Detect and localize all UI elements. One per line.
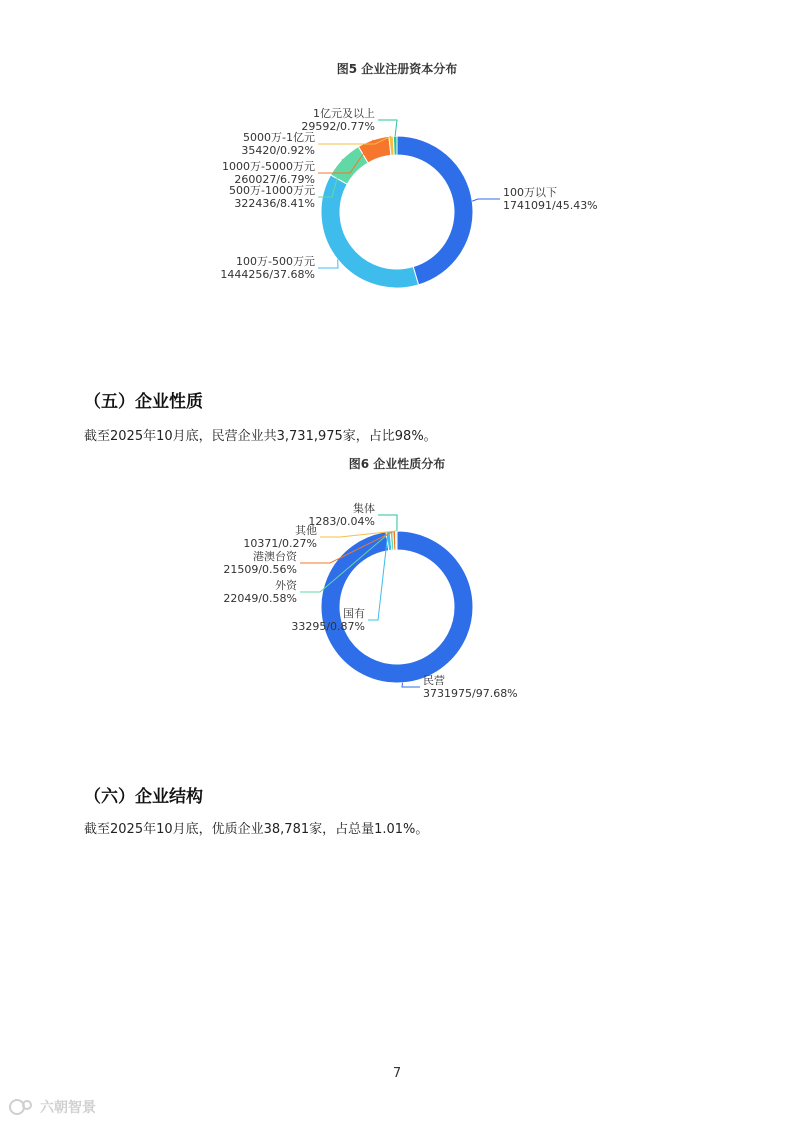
section6-paragraph: 截至2025年10月底，优质企业38,781家，占总量1.01%。 bbox=[84, 822, 429, 837]
fig6-label-value-3: 21509/0.56% bbox=[223, 563, 297, 576]
fig5-leader-1 bbox=[318, 259, 338, 268]
fig6-leader-0 bbox=[402, 683, 420, 687]
fig5-slice-5 bbox=[393, 136, 397, 155]
fig5-label-value-3: 260027/6.79% bbox=[234, 173, 315, 186]
fig6-label-name-1: 国有 bbox=[343, 607, 365, 620]
fig5-leader-5 bbox=[378, 120, 397, 136]
fig5-label-value-1: 1444256/37.68% bbox=[220, 268, 315, 281]
fig5-leader-0 bbox=[472, 199, 500, 201]
fig5-label-name-5: 1亿元及以上 bbox=[313, 107, 375, 120]
section5-paragraph: 截至2025年10月底，民营企业共3,731,975家，占比98%。 bbox=[84, 429, 437, 444]
fig5-label-name-0: 100万以下 bbox=[503, 186, 557, 199]
figure6-title: 图6 企业性质分布 bbox=[348, 457, 446, 471]
fig5-label-value-0: 1741091/45.43% bbox=[503, 199, 598, 212]
fig5-label-value-4: 35420/0.92% bbox=[241, 144, 315, 157]
fig6-label-name-4: 其他 bbox=[295, 524, 317, 537]
brand-logo-icon bbox=[8, 1098, 36, 1116]
fig5-label-value-5: 29592/0.77% bbox=[301, 120, 375, 133]
fig6-label-name-5: 集体 bbox=[353, 502, 375, 515]
fig5-label-value-2: 322436/8.41% bbox=[234, 197, 315, 210]
fig6-label-value-4: 10371/0.27% bbox=[243, 537, 317, 550]
figure5-title: 图5 企业注册资本分布 bbox=[336, 62, 458, 76]
fig5-label-name-4: 5000万-1亿元 bbox=[243, 131, 315, 144]
fig5-slice-0 bbox=[397, 136, 473, 285]
watermark bbox=[8, 1097, 96, 1117]
section6-heading: （六）企业结构 bbox=[84, 787, 203, 807]
fig6-label-name-0: 民营 bbox=[423, 674, 445, 687]
fig6-label-name-2: 外资 bbox=[275, 579, 297, 592]
fig5-label-name-3: 1000万-5000万元 bbox=[222, 160, 315, 173]
fig6-leader-5 bbox=[378, 515, 397, 531]
figure6-donut-chart bbox=[0, 495, 794, 715]
figure5-donut-chart bbox=[0, 100, 794, 310]
fig5-slice-1 bbox=[321, 175, 419, 288]
watermark-text: 六朝智景 bbox=[40, 1100, 96, 1116]
fig6-label-value-1: 33295/0.87% bbox=[291, 620, 365, 633]
fig5-label-name-2: 500万-1000万元 bbox=[229, 184, 315, 197]
fig6-label-value-2: 22049/0.58% bbox=[223, 592, 297, 605]
fig6-label-value-0: 3731975/97.68% bbox=[423, 687, 518, 700]
fig6-label-value-5: 1283/0.04% bbox=[308, 515, 375, 528]
fig6-label-name-3: 港澳台资 bbox=[253, 550, 297, 563]
section5-heading: （五）企业性质 bbox=[84, 392, 203, 412]
fig5-label-name-1: 100万-500万元 bbox=[236, 255, 315, 268]
page-number: 7 bbox=[392, 1066, 402, 1081]
